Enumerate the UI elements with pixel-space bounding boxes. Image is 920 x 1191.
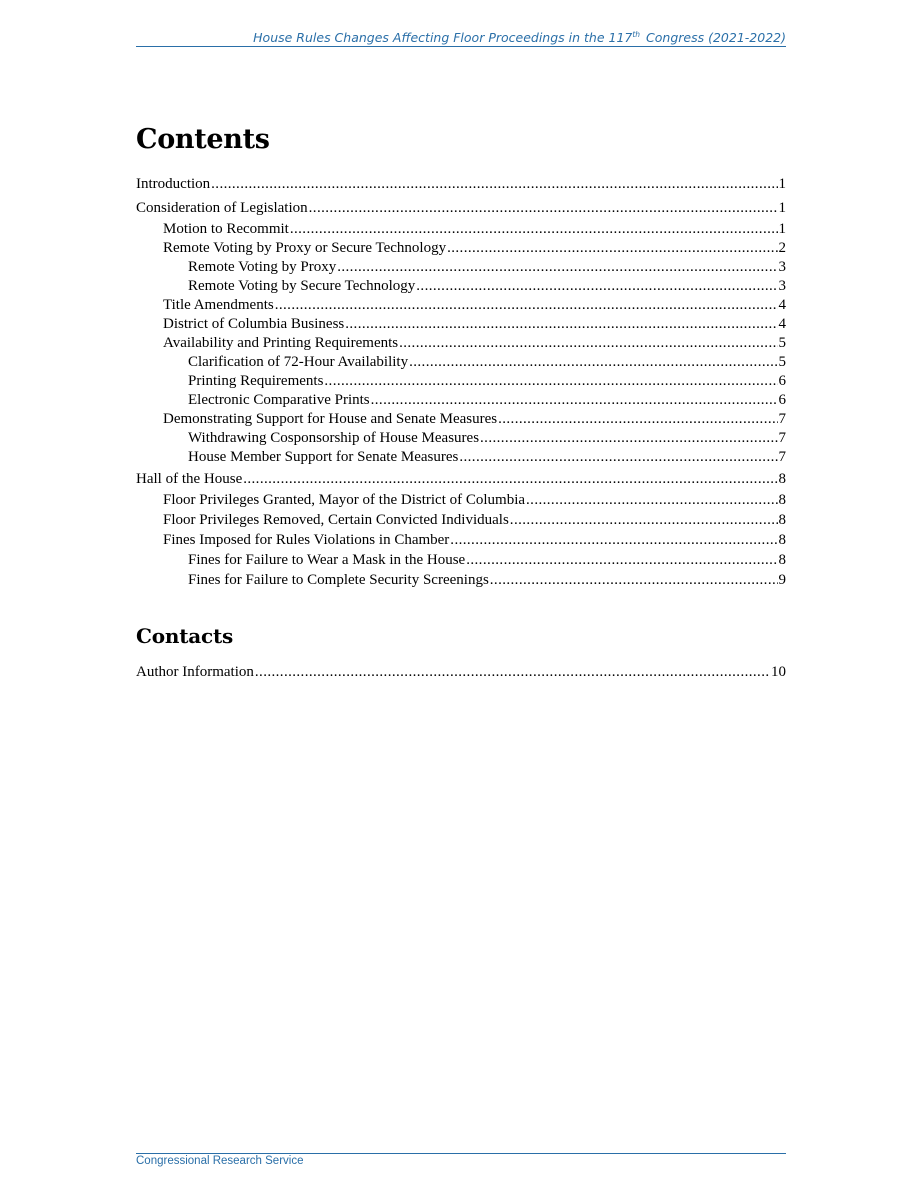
toc-entry-page: 3: [778, 278, 786, 294]
dot-leader: [416, 276, 777, 296]
dot-leader: [510, 510, 778, 530]
toc-entry-label: Author Information: [136, 664, 254, 680]
contacts-entry-author-information[interactable]: [136, 662, 786, 682]
toc-entry-label: Floor Privileges Granted, Mayor of the District of Columbia: [163, 492, 526, 508]
toc-entry-district-of-columbia-business[interactable]: [163, 314, 786, 334]
toc-entry-demonstrating-support[interactable]: [163, 409, 786, 429]
toc-entry-floor-privileges-removed[interactable]: [163, 510, 786, 530]
running-footer: Congressional Research Service: [136, 1153, 786, 1167]
toc-entry-introduction[interactable]: [136, 174, 786, 194]
toc-entry-label: District of Columbia Business: [163, 316, 345, 332]
toc-entry-page: 4: [778, 297, 786, 313]
dot-leader: [290, 219, 778, 239]
toc-entry-page: 2: [778, 240, 786, 256]
toc-entry-label: Fines for Failure to Complete Security Screenings: [188, 572, 489, 588]
toc-entry-remote-voting[interactable]: [163, 238, 786, 258]
dot-leader: [255, 662, 770, 682]
toc-entry-label: Floor Privileges Removed, Certain Convicted Individuals: [163, 512, 509, 528]
toc-entry-page: 9: [778, 572, 786, 588]
dot-leader: [409, 352, 777, 372]
toc-entry-page: 8: [778, 512, 786, 528]
toc-entry-hall-of-the-house[interactable]: [136, 469, 786, 489]
dot-leader: [345, 314, 777, 334]
toc-entry-remote-voting-by-proxy[interactable]: [188, 257, 786, 277]
dot-leader: [459, 447, 777, 467]
header-title-suffix: Congress (2021-2022): [646, 30, 786, 45]
toc-entry-label: Availability and Printing Requirements: [163, 335, 399, 351]
toc-entry-label: Fines Imposed for Rules Violations in Chamber: [163, 532, 450, 548]
dot-leader: [309, 198, 778, 218]
dot-leader: [337, 257, 777, 277]
toc-entry-label: Fines for Failure to Wear a Mask in the House: [188, 552, 466, 568]
toc-entry-label: Clarification of 72-Hour Availability: [188, 354, 409, 370]
toc-entry-page: 6: [778, 373, 786, 389]
running-header: [136, 26, 786, 47]
toc-entry-printing-requirements[interactable]: [188, 371, 786, 391]
toc-entry-label: Remote Voting by Proxy: [188, 259, 337, 275]
toc-entry-electronic-comparative-prints[interactable]: [188, 390, 786, 410]
dot-leader: [498, 409, 777, 429]
toc-entry-label: Electronic Comparative Prints: [188, 392, 370, 408]
toc-entry-label: House Member Support for Senate Measures: [188, 449, 459, 465]
dot-leader: [466, 550, 777, 570]
contacts-heading: Contacts: [136, 624, 234, 648]
toc-entry-label: Remote Voting by Proxy or Secure Technology: [163, 240, 447, 256]
toc-entry-label: Demonstrating Support for House and Senate Measures: [163, 411, 498, 427]
toc-entry-page: 5: [778, 335, 786, 351]
toc-entry-page: 7: [778, 449, 786, 465]
toc-entry-fines-security-screenings[interactable]: [188, 570, 786, 590]
toc-entry-page: 8: [778, 471, 786, 487]
dot-leader: [399, 333, 777, 353]
dot-leader: [490, 570, 778, 590]
toc-entry-page: 8: [778, 552, 786, 568]
toc-entry-label: Title Amendments: [163, 297, 274, 313]
contents-heading: Contents: [136, 124, 270, 155]
dot-leader: [243, 469, 777, 489]
toc-entry-availability-printing[interactable]: [163, 333, 786, 353]
toc-entry-motion-to-recommit[interactable]: [163, 219, 786, 239]
header-title-superscript: th: [632, 30, 641, 39]
toc-entry-label: Withdrawing Cosponsorship of House Measures: [188, 430, 480, 446]
toc-entry-page: 7: [778, 430, 786, 446]
toc-entry-label: Introduction: [136, 176, 211, 192]
toc-entry-page: 1: [778, 221, 786, 237]
dot-leader: [275, 295, 778, 315]
dot-leader: [450, 530, 777, 550]
dot-leader: [324, 371, 777, 391]
toc-entry-withdrawing-cosponsorship[interactable]: [188, 428, 786, 448]
toc-entry-page: 1: [778, 200, 786, 216]
toc-entry-floor-privileges-granted[interactable]: [163, 490, 786, 510]
toc-entry-page: 8: [778, 492, 786, 508]
toc-entry-label: Motion to Recommit: [163, 221, 289, 237]
toc-entry-house-member-support[interactable]: [188, 447, 786, 467]
toc-entry-page: 10: [771, 664, 786, 680]
toc-entry-label: Printing Requirements: [188, 373, 324, 389]
toc-entry-label: Consideration of Legislation: [136, 200, 308, 216]
toc-entry-fines-imposed[interactable]: [163, 530, 786, 550]
toc-entry-page: 7: [778, 411, 786, 427]
toc-entry-page: 6: [778, 392, 786, 408]
toc-entry-page: 3: [778, 259, 786, 275]
toc-entry-consideration-of-legislation[interactable]: [136, 198, 786, 218]
dot-leader: [526, 490, 777, 510]
toc-entry-page: 4: [778, 316, 786, 332]
toc-entry-title-amendments[interactable]: [163, 295, 786, 315]
toc-entry-page: 8: [778, 532, 786, 548]
toc-entry-72-hour-availability[interactable]: [188, 352, 786, 372]
toc-entry-label: Hall of the House: [136, 471, 243, 487]
dot-leader: [211, 174, 777, 194]
header-title-prefix: House Rules Changes Affecting Floor Proceedings in the 117: [253, 30, 633, 45]
dot-leader: [480, 428, 777, 448]
toc-entry-page: 1: [778, 176, 786, 192]
toc-entry-page: 5: [778, 354, 786, 370]
toc-entry-fines-mask[interactable]: [188, 550, 786, 570]
dot-leader: [371, 390, 778, 410]
toc-entry-label: Remote Voting by Secure Technology: [188, 278, 416, 294]
dot-leader: [447, 238, 777, 258]
toc-entry-remote-voting-secure-technology[interactable]: [188, 276, 786, 296]
